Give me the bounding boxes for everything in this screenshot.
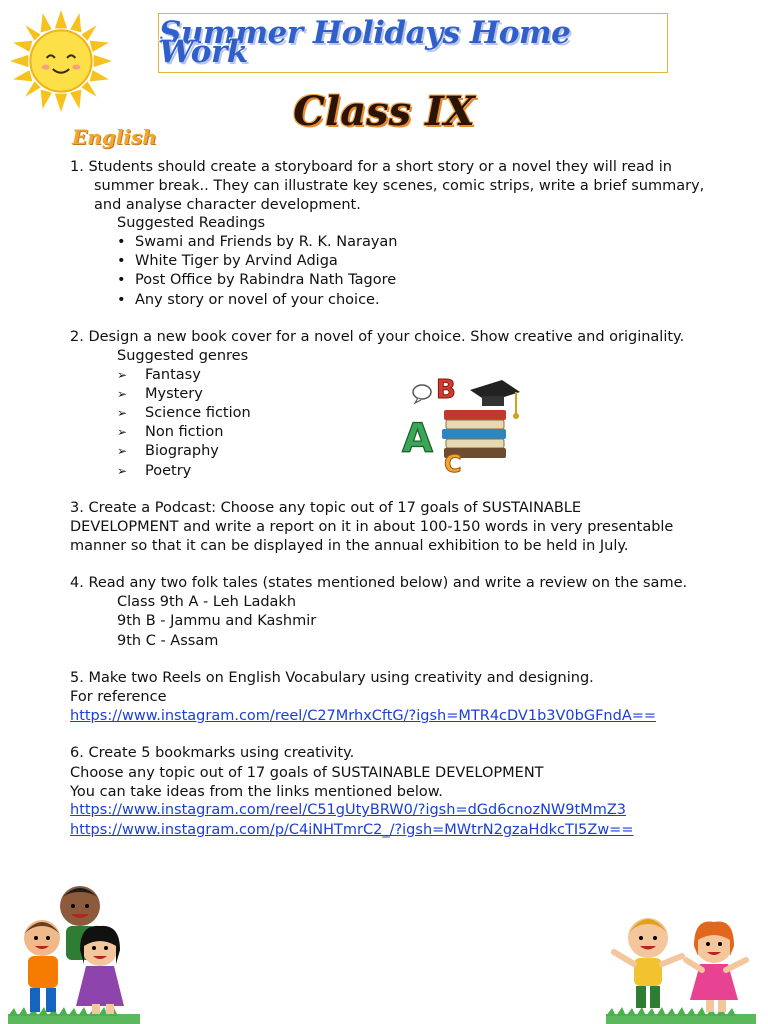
abc-books-illustration bbox=[400, 372, 524, 476]
reading-item: • White Tiger by Arvind Adiga bbox=[117, 253, 338, 269]
genre-item: ➢ Non fiction bbox=[117, 424, 224, 440]
genre-item: ➢ Biography bbox=[117, 443, 219, 459]
task6-line1: 6. Create 5 bookmarks using creativity. bbox=[70, 745, 355, 761]
task3-line2: DEVELOPMENT and write a report on it in about 100-150 words in very presentable bbox=[70, 519, 674, 535]
arrow-bullet-icon: ➢ bbox=[117, 368, 128, 382]
task6-reference-link-1[interactable]: https://www.instagram.com/reel/C51gUtyBRW0/?igsh=dGd6cnozNW9tMmZ3 bbox=[70, 802, 626, 818]
arrow-bullet-icon: ➢ bbox=[117, 406, 128, 420]
subject-heading: English bbox=[72, 125, 157, 149]
bullet-icon: • bbox=[117, 253, 126, 269]
task1-suggested-heading: Suggested Readings bbox=[117, 215, 266, 231]
title-banner bbox=[158, 13, 668, 73]
kids-illustration-left bbox=[8, 876, 140, 1024]
letter-a: A bbox=[402, 416, 433, 462]
task4-line1: 4. Read any two folk tales (states mentioned below) and write a review on the same. bbox=[70, 575, 688, 591]
task6-line3: You can take ideas from the links mentioned below. bbox=[70, 784, 443, 800]
task3-line1: 3. Create a Podcast: Choose any topic out of 17 goals of SUSTAINABLE bbox=[70, 500, 582, 516]
arrow-bullet-icon: ➢ bbox=[117, 425, 128, 439]
arrow-bullet-icon: ➢ bbox=[117, 464, 128, 478]
class-assignment-item: Class 9th A - Leh Ladakh bbox=[117, 594, 297, 610]
bullet-icon: • bbox=[117, 234, 126, 250]
genre-item: ➢ Poetry bbox=[117, 463, 192, 479]
reading-item: • Swami and Friends by R. K. Narayan bbox=[117, 234, 398, 250]
task1-line3: and analyse character development. bbox=[94, 197, 361, 213]
task5-reference-link[interactable]: https://www.instagram.com/reel/C27MrhxCftG/?igsh=MTR4cDV1b3V0bGFndA== bbox=[70, 708, 657, 724]
genre-item: ➢ Fantasy bbox=[117, 367, 201, 383]
task1-line2: summer break.. They can illustrate key scenes, comic strips, write a brief summary, bbox=[94, 178, 705, 194]
reading-item: • Any story or novel of your choice. bbox=[117, 292, 380, 308]
page-title: Summer Holidays Home Work bbox=[159, 15, 571, 70]
class-assignment-item: 9th B - Jammu and Kashmir bbox=[117, 613, 317, 629]
arrow-bullet-icon: ➢ bbox=[117, 444, 128, 458]
task1-line1: 1. Students should create a storyboard for a short story or a novel they will read in bbox=[70, 159, 672, 175]
letter-c: C bbox=[444, 450, 462, 476]
reading-item: • Post Office by Rabindra Nath Tagore bbox=[117, 272, 397, 288]
class-assignment-item: 9th C - Assam bbox=[117, 633, 219, 649]
bullet-icon: • bbox=[117, 272, 126, 288]
task2-suggested-heading: Suggested genres bbox=[117, 348, 249, 364]
bullet-icon: • bbox=[117, 292, 126, 308]
task6-reference-link-2[interactable]: https://www.instagram.com/p/C4iNHTmrC2_/?igsh=MWtrN2gzaHdkcTI5Zw== bbox=[70, 822, 634, 838]
task2-line1: 2. Design a new book cover for a novel of your choice. Show creative and originality. bbox=[70, 329, 685, 345]
task6-line2: Choose any topic out of 17 goals of SUSTAINABLE DEVELOPMENT bbox=[70, 765, 544, 781]
kids-illustration-right bbox=[606, 908, 756, 1024]
genre-item: ➢ Science fiction bbox=[117, 405, 251, 421]
task5-line1: 5. Make two Reels on English Vocabulary using creativity and designing. bbox=[70, 670, 594, 686]
task3-line3: manner so that it can be displayed in the annual exhibition to be held in July. bbox=[70, 538, 629, 554]
task5-line2: For reference bbox=[70, 689, 167, 705]
genre-item: ➢ Mystery bbox=[117, 386, 203, 402]
arrow-bullet-icon: ➢ bbox=[117, 387, 128, 401]
letter-b: B bbox=[436, 375, 456, 405]
class-title: Class IX bbox=[293, 88, 475, 135]
